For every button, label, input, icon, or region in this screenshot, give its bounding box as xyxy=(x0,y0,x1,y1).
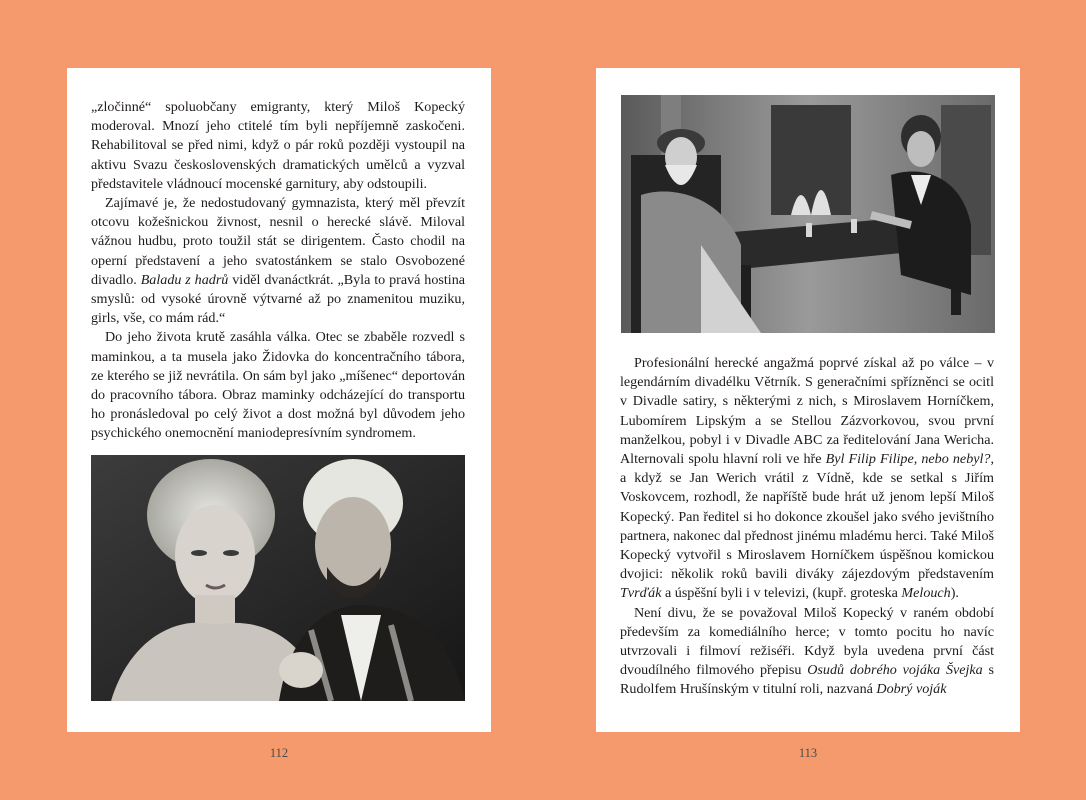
title-melouch: Melouch xyxy=(901,585,951,602)
right-paragraph-1: Profesionální herecké angažmá poprvé získal až po válce – v legendárním divadélku Větrník. S generačními spřízněnci se ocitl v Divadle satiry, s některými z nich, s Miroslavem Horníčkem, Lubomírem Lipským a se Stellou Zázvorkovou, svou první manželkou, pobyl i v Divadle ABC za ředitelování Jana Wericha. Alternovali spolu hlavní roli ve hře Byl Filip Filipe, nebo nebyl?, a když se Jan Werich vrátil z Vídně, kde se setkal s Jiřím Voskovcem, rozhodl, že napříště bude hrát už jenom lepší Miloš Kopecký. Pan ředitel si ho dokonce zkoušel jako svého jevištního partnera, nakonec dal přednost jinému mladému herci. Také Miloš Kopecký vytvořil s Miroslavem Horníčkem úspěšnou komickou dvojici: několik roků bavili diváky zájezdovým představením Tvrďák a úspěšní byli i v televizi, (kupř. groteska Melouch). xyxy=(620,355,994,602)
right-paragraph-2: Není divu, že se považoval Miloš Kopecký v raném období především za komediálního herce; v tomto pocitu ho navíc utvrzovali i filmoví režiséři. Když byla uvedena první část dvoudílného filmového přepisu Osudů dobrého vojáka Švejka s Rudolfem Hrušínským v titulní roli, nazvaná Dobrý voják xyxy=(620,604,995,698)
page-number-right: 113 xyxy=(798,746,818,760)
photo-illustration xyxy=(621,95,995,333)
right-page xyxy=(596,68,1020,732)
left-page xyxy=(67,68,491,732)
photo-film-still-chess xyxy=(621,95,995,333)
title-tvrdak: Tvrďák xyxy=(620,585,662,602)
left-text-block xyxy=(91,98,465,444)
title-byl-filip: Byl Filip Filipe, nebo nebyl? xyxy=(825,451,991,468)
left-paragraph-1: „zločinné“ spoluobčany emigranty, který Miloš Kopecký moderoval. Mnozí jeho ctitelé tím byli nepříjemně zaskočeni. Rehabilitoval se před nimi, když o pár roků později vystoupil na aktivu Svazu československých dramatických umělců a vyzval představitele vládnoucí mocenské garnitury, aby odstoupili. xyxy=(91,99,465,192)
left-paragraph-2: Zajímavé je, že nedostudovaný gymnazista, který měl převzít otcovu kožešnickou živnost, nesnil o herecké slávě. Miloval vážnou hudbu, proto toužil stát se dirigentem. Často chodil na operní představení a jeho svatostánkem se stalo Osvobozené divadlo. Baladu z hadrů viděl dvanáctkrát. „Byla to pravá hostina smyslů: od vysoké úrovně výtvarné až po znamenitou muziku, girls, vše, co mám rád.“ xyxy=(91,195,465,327)
left-paragraph-3: Do jeho života krutě zasáhla válka. Otec se zbaběle rozvedl s maminkou, a ta musela jako Židovka do koncentračního tábora, ze kterého se již nevrátila. On sám byl jako „míšenec“ deportován do pracovního tábora. Obraz maminky odcházející do transportu ho pronásledoval po celý život a dost možná byl důvodem jeho psychického onemocnění maniodepresívním syndromem. xyxy=(91,329,465,442)
title-dobry-vojak: Dobrý voják xyxy=(876,681,947,698)
photo-illustration xyxy=(91,455,465,701)
right-text-block xyxy=(620,354,994,700)
title-osudy-svejka: Osudů dobrého vojáka Švejka xyxy=(807,662,983,679)
page-number-left: 112 xyxy=(269,746,289,760)
photo-film-still-couple xyxy=(91,455,465,701)
title-balada: Baladu z hadrů xyxy=(140,271,229,288)
